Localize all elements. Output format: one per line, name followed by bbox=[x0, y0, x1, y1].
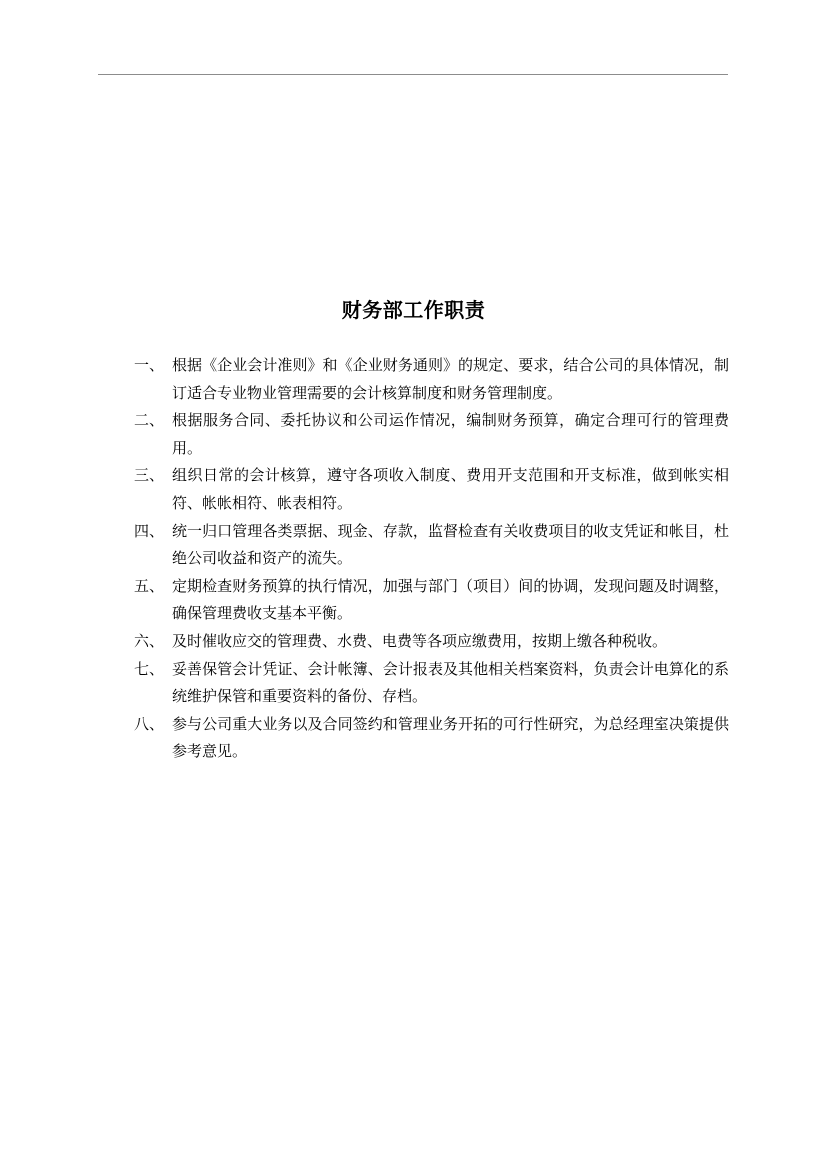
duty-item-marker: 一、 bbox=[134, 356, 165, 374]
duty-item bbox=[134, 518, 729, 573]
duty-item-text: 妥善保管会计凭证、会计帐簿、会计报表及其他相关档案资料，负责会计电算化的系统维护保管和重要资料的备份、存档。 bbox=[172, 659, 729, 706]
duty-item-text: 根据《企业会计准则》和《企业财务通则》的规定、要求，结合公司的具体情况，制订适合专业物业管理需要的会计核算制度和财务管理制度。 bbox=[172, 356, 729, 402]
duty-item-text: 参与公司重大业务以及合同签约和管理业务开拓的可行性研究，为总经理室决策提供参考意见。 bbox=[172, 714, 729, 761]
duty-item bbox=[134, 711, 729, 766]
duty-item bbox=[134, 628, 729, 656]
duty-item bbox=[134, 573, 729, 628]
duty-item-text: 及时催收应交的管理费、水费、电费等各项应缴费用，按期上缴各种税收。 bbox=[172, 631, 668, 650]
duty-item-text: 根据服务合同、委托协议和公司运作情况，编制财务预算，确定合理可行的管理费用。 bbox=[172, 411, 729, 457]
duty-item-marker: 二、 bbox=[134, 411, 165, 430]
duty-item-marker: 八、 bbox=[134, 714, 165, 733]
duty-item-text: 统一归口管理各类票据、现金、存款，监督检查有关收费项目的收支凭证和帐目，杜绝公司收益和资产的流失。 bbox=[172, 521, 729, 568]
duty-item-text: 组织日常的会计核算，遵守各项收入制度、费用开支范围和开支标准，做到帐实相符、帐帐相符、帐表相符。 bbox=[172, 466, 729, 512]
duty-item bbox=[134, 656, 729, 711]
duty-item-marker: 六、 bbox=[134, 631, 165, 650]
duty-item bbox=[134, 462, 729, 517]
duty-item-marker: 七、 bbox=[134, 659, 165, 678]
header-rule bbox=[98, 74, 728, 75]
duty-item-marker: 五、 bbox=[134, 576, 165, 595]
duty-item-text: 定期检查财务预算的执行情况，加强与部门（项目）间的协调，发现问题及时调整，确保管理费收支基本平衡。 bbox=[172, 576, 729, 623]
duty-list bbox=[134, 352, 729, 766]
duty-item-marker: 三、 bbox=[134, 466, 165, 485]
document-title: 财务部工作职责 bbox=[341, 298, 486, 322]
duty-item-marker: 四、 bbox=[134, 521, 165, 540]
duty-item bbox=[134, 352, 729, 407]
duty-item bbox=[134, 407, 729, 462]
